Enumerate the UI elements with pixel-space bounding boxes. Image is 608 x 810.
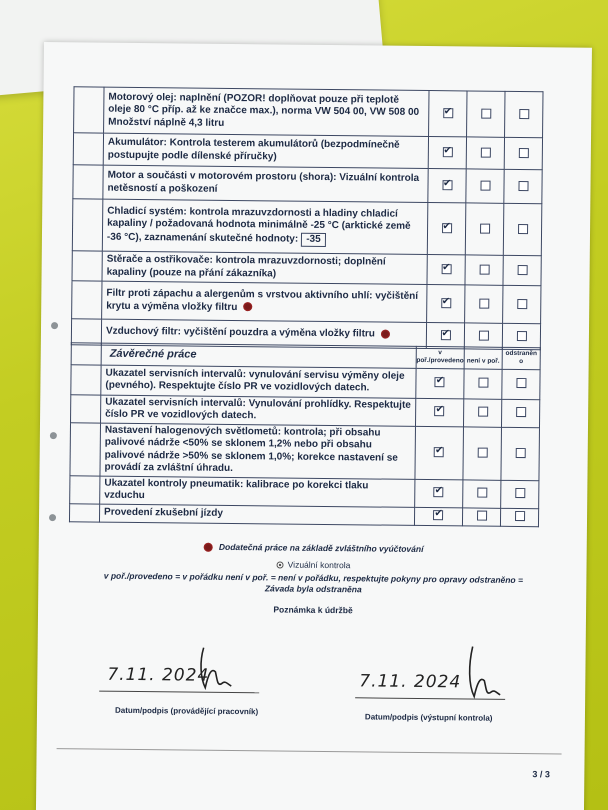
checkbox-not-ok[interactable] (477, 511, 487, 521)
checklist-row (72, 251, 541, 286)
checkbox-not-ok[interactable] (477, 447, 487, 457)
checklist-row (72, 199, 542, 256)
checkbox-ok[interactable] (442, 223, 452, 233)
row-description: Chladicí systém: kontrola mrazuvzdornosti a hladiny chladicí kapaliny / požadovaná hodnota minimálně -25 °C (arktické země -36 °C), zaznamenání skutečné hodnoty: -35 (102, 199, 428, 254)
checkbox-not-ok[interactable] (477, 488, 487, 498)
punch-hole (51, 322, 58, 329)
measured-value-box[interactable]: -35 (301, 232, 326, 247)
checkbox-fixed[interactable] (518, 148, 528, 158)
checkbox-ok[interactable] (440, 330, 450, 340)
checkbox-ok[interactable] (441, 264, 451, 274)
extra-charge-dot-icon (381, 330, 390, 339)
visual-check-icon (277, 562, 284, 569)
right-signature-date: 7.11. 2024 (359, 671, 462, 693)
checklist-row (73, 133, 542, 170)
checkbox-ok[interactable] (442, 147, 452, 157)
checkbox-not-ok[interactable] (479, 264, 489, 274)
checkbox-fixed[interactable] (518, 181, 528, 191)
checkbox-fixed[interactable] (517, 265, 527, 275)
final-works-table (69, 342, 541, 526)
col-header-ok: v poř./provedeno (416, 346, 465, 368)
left-signature-mark (195, 644, 236, 696)
checkbox-fixed[interactable] (519, 109, 529, 119)
row-description: Vzduchový filtr: vyčištění pouzdra a výměna vložky filtru (101, 319, 426, 348)
checkbox-ok[interactable] (434, 406, 444, 416)
left-signature-label: Datum/podpis (provádějící pracovník) (114, 705, 259, 717)
col-header-not-ok: není v poř. (464, 347, 502, 369)
row-description: Provedení zkušební jízdy (99, 504, 414, 525)
left-signature-date: 7.11. 2024 (107, 664, 210, 686)
checkbox-not-ok[interactable] (478, 378, 488, 388)
checkbox-not-ok[interactable] (480, 223, 490, 233)
right-signature-mark (462, 644, 505, 704)
punch-hole (49, 514, 56, 521)
checkbox-not-ok[interactable] (480, 180, 490, 190)
row-description: Ukazatel servisních intervalů: Vynulování prohlídky. Respektujte číslo PR ve vozidlových datech. (101, 395, 416, 426)
right-signature-line (355, 697, 505, 700)
checkbox-ok[interactable] (442, 180, 452, 190)
checkbox-ok[interactable] (443, 108, 453, 118)
checkbox-fixed[interactable] (516, 407, 526, 417)
punch-hole (50, 432, 57, 439)
checkbox-not-ok[interactable] (478, 407, 488, 417)
extra-charge-dot-icon (204, 543, 213, 552)
checkbox-fixed[interactable] (515, 488, 525, 498)
extra-charge-dot-icon (243, 302, 252, 311)
col-header-fixed: odstraněn o (502, 347, 540, 369)
row-description: Filtr proti zápachu a alergenům s vrstvou aktivního uhlí: vyčištění krytu a výměna vložky filtru (102, 281, 427, 322)
checkbox-fixed[interactable] (515, 511, 525, 521)
checklist-row (73, 165, 542, 204)
checklist-row (74, 87, 543, 138)
row-description: Motor a součásti v motorovém prostoru (shora): Vizuální kontrola netěsností a poškození (103, 165, 428, 202)
section-title: Závěrečné práce (101, 343, 416, 368)
legend-explanation: v poř./provedeno = v pořádku není v poř. = není v pořádku, respektujte pokyny pro opravy odstraněno = Závada byla odstraněna (103, 570, 524, 595)
row-description: Ukazatel kontroly pneumatik: kalibrace po korekci tlaku vzduchu (100, 476, 415, 507)
footer-divider (57, 748, 562, 754)
checkbox-ok[interactable] (434, 487, 444, 497)
legend-extra-charge: Dodatečná práce na základě zvláštního vyúčtování (79, 540, 549, 555)
checkbox-fixed[interactable] (518, 224, 528, 234)
checkbox-ok[interactable] (435, 377, 445, 387)
row-description: Stěrače a ostřikovače: kontrola mrazuvzdornosti; doplnění kapaliny (pouze na přání zákazníka) (102, 251, 427, 284)
checkbox-not-ok[interactable] (479, 298, 489, 308)
checkbox-fixed[interactable] (516, 331, 526, 341)
legend-visual-check: Vizuální kontrola (79, 557, 549, 572)
row-description: Akumulátor: Kontrola testerem akumulátorů (bezpodmínečně postupujte podle dílenské příručky) (103, 133, 428, 168)
row-description: Nastavení halogenových světlometů: kontrola; při obsahu palivové nádrže <50% se sklonem 1,2% nebo při obsahu palivové nádrže >50% se sklonem 1,0%; korekce nastavení se provádí za zvláštní úhradu. (100, 423, 415, 479)
row-description: Ukazatel servisních intervalů: vynulování servisu výměny oleje (pevného). Respektujte číslo PR ve vozidlových datech. (101, 365, 416, 398)
right-signature-label: Datum/podpis (výstupní kontrola) (364, 712, 493, 723)
checks-table (71, 86, 544, 350)
checkbox-not-ok[interactable] (481, 108, 491, 118)
checklist-row (69, 503, 538, 526)
page-number: 3 / 3 (532, 769, 550, 780)
checkbox-not-ok[interactable] (478, 330, 488, 340)
checkbox-fixed[interactable] (516, 378, 526, 388)
checkbox-fixed[interactable] (517, 299, 527, 309)
checkbox-ok[interactable] (441, 298, 451, 308)
checklist-row (72, 281, 541, 324)
checklist-row (70, 422, 540, 480)
checkbox-ok[interactable] (434, 447, 444, 457)
row-description: Motorový olej: naplnění (POZOR! doplňovat pouze při teplotě oleje 80 °C příp. až ke značce max.), norma VW 504 00, VW 508 00 Množství náplně 4,3 litru (104, 87, 429, 136)
checkbox-ok[interactable] (433, 510, 443, 520)
document-page (36, 42, 592, 810)
checkbox-fixed[interactable] (515, 448, 525, 458)
checkbox-not-ok[interactable] (480, 147, 490, 157)
maintenance-note-label: Poznámka k údržbě (273, 604, 353, 616)
checklist-row (71, 364, 540, 399)
